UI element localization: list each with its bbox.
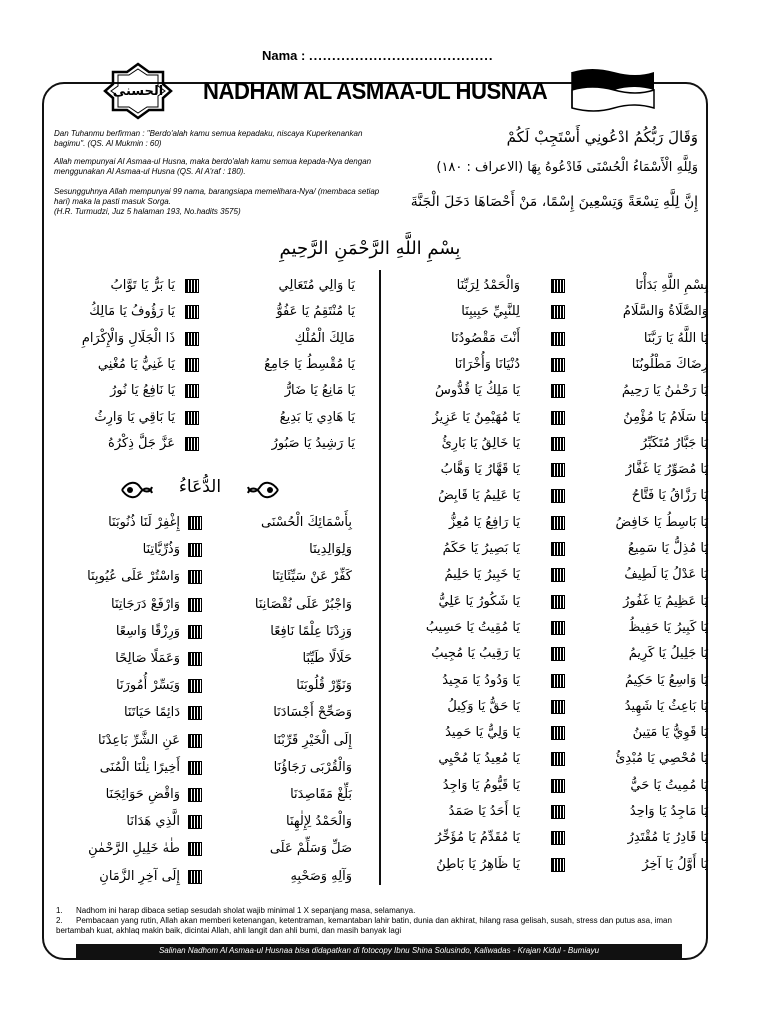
verse-left-half: إِلَى آخِرِ الزَّمَانِ bbox=[99, 868, 180, 884]
intro-arabic-1: وَقَالَ رَبُّكُمُ ادْعُونِي أَسْتَجِبْ لَكُمْ bbox=[506, 128, 698, 146]
verse-left-half: وَرِزْقًا وَاسِعًا bbox=[115, 623, 180, 639]
separator-mark-icon bbox=[551, 489, 565, 503]
notes bbox=[56, 906, 706, 936]
intro-hadith-ref: (H.R. Turmudzi, Juz 5 halaman 193, No.hadits 3575) bbox=[54, 207, 241, 216]
verse-right-half: يَا مُذِلُّ يَا سَمِيعُ bbox=[627, 541, 708, 556]
svg-text:الحسنى: الحسنى bbox=[112, 84, 164, 99]
verse-left-half: يَا نَافِعُ يَا نُورُ bbox=[110, 383, 175, 399]
separator-mark-icon bbox=[188, 516, 202, 530]
separator-mark-icon bbox=[188, 652, 202, 666]
verse-right-half: يَا وَاسِعُ يَا حَكِيمُ bbox=[624, 672, 708, 688]
verse-left-half: يَا خَبِيرُ يَا حَلِيمُ bbox=[444, 567, 520, 583]
intro-hadith bbox=[54, 187, 394, 217]
verse-right-half: وَنَوِّرْ قُلُوبَنَا bbox=[296, 678, 352, 694]
verse-right-half: وَاجْبُرْ عَلَى نُقْصَانِنَا bbox=[254, 596, 352, 612]
separator-mark-icon bbox=[185, 305, 199, 319]
verse-left-half: أَخِيرًا نِلْنَا الْمُنَى bbox=[99, 759, 180, 775]
verse-left-half: وَالْحَمْدُ لِرَبِّنَا bbox=[456, 278, 520, 293]
doa-heading: الدُّعَاءُ bbox=[178, 477, 222, 497]
verse-left-half: يَا أَحَدُ يَا صَمَدُ bbox=[448, 804, 520, 819]
verse-right-half: يَا هَادِي يَا بَدِيعُ bbox=[279, 409, 355, 425]
verse-right-half: صَلِّ وَسَلِّمْ عَلَى bbox=[269, 841, 352, 857]
verse-right-half: يَا قَوِيُّ يَا مَتِينُ bbox=[632, 725, 708, 741]
logo-emblem bbox=[103, 62, 173, 120]
verse-right-half: وَزِدْنَا عِلْمًا نَافِعًا bbox=[270, 623, 352, 639]
verse-left-half: عَنِ الشَّرِّ بَاعِدْنَا bbox=[98, 732, 180, 748]
doa-verse-row bbox=[0, 866, 768, 890]
separator-mark-icon bbox=[188, 734, 202, 748]
verse-right-half: يَا مُصَوِّرُ يَا غَفَّارُ bbox=[625, 462, 708, 478]
verse-right-half: يَا كَبِيرُ يَا حَفِيظُ bbox=[628, 619, 708, 635]
verse-left-half: وَاسْتُرْ عَلَى عُيُوبِنَا bbox=[87, 569, 180, 585]
verse-right-half: وَالصَّلَاةُ وَالسَّلَامُ bbox=[622, 304, 708, 320]
verse-right-half: يَا مُمِيتُ يَا حَيُّ bbox=[630, 777, 708, 793]
verse-left-half: يَا بَصِيرُ يَا حَكَمُ bbox=[442, 541, 520, 556]
name-dots: ........................................ bbox=[308, 48, 494, 63]
verse-left-half: وَيَسِّرْ أُمُورَنَا bbox=[116, 678, 180, 694]
intro-verse-2: Allah mempunyai Al Asmaa-ul Husna, maka berdo'alah kamu semua kepada-Nya dengan menggunakan Al Asmaa-ul Husna (QS. Al A'raf : 180). bbox=[54, 157, 372, 176]
verse-right-half: وَالْقُرْبَى رَجَاؤُنَا bbox=[273, 759, 352, 775]
note-2: 2. Pembacaan yang rutin, Allah akan memberi ketenangan, ketentraman, kemantaban lahir batin, dunia dan akhirat, hilang rasa gelisah, susah, stress dan putus asa, iman bertambah kuat, akhlaq makin baik, dicintai Allah, ahli langit dan ahli bumi, dan masih banyak lagi bbox=[56, 916, 672, 935]
name-label: Nama : bbox=[262, 48, 306, 63]
verse-right-half: بَلِّغْ مَقَاصِدَنَا bbox=[290, 787, 352, 802]
verse-right-half: وَصَحِّحْ أَجْسَادَنَا bbox=[273, 705, 352, 721]
verse-left-half: إِغْفِرْ لَنَا ذُنُوبَنَا bbox=[108, 515, 180, 530]
verse-left-half: يَا مُعِيدُ يَا مُحْيِي bbox=[438, 751, 520, 767]
verse-left-half: يَا وَدُودُ يَا مَجِيدُ bbox=[442, 672, 520, 688]
verse-left-half: يَا مُقِيتُ يَا حَسِيبُ bbox=[425, 619, 520, 635]
left-verse-row bbox=[0, 301, 768, 325]
doa-verse-row bbox=[0, 675, 768, 699]
separator-mark-icon bbox=[188, 870, 202, 884]
verse-right-half: يَا رَزَّاقُ يَا فَتَّاحُ bbox=[631, 488, 708, 504]
separator-mark-icon bbox=[188, 543, 202, 557]
intro-arabic-3: إِنَّ لِلَّهِ تِسْعَةً وَتِسْعِينَ إِسْمًا، مَنْ أَحْصَاهَا دَخَلَ الْجَنَّةَ bbox=[410, 194, 698, 210]
verse-left-half: وَاقْضِ حَوَائِجَنَا bbox=[105, 787, 180, 802]
note-1: 1. Nadhom ini harap dibaca setiap sesudah sholat wajib minimal 1 X sepanjang masa, selamanya. bbox=[56, 906, 416, 915]
verse-right-half: بِأَسْمَائِكَ الْحُسْنَى bbox=[261, 515, 352, 530]
verse-left-half: يَا شَكُورُ يَا عَلِيُّ bbox=[438, 593, 520, 609]
verse-right-half: يَا جَلِيلُ يَا كَرِيمُ bbox=[628, 646, 708, 662]
verse-right-half: يَا عَدْلُ يَا لَطِيفُ bbox=[624, 567, 708, 583]
left-verse-row bbox=[0, 275, 768, 299]
name-field bbox=[262, 48, 493, 63]
doa-verse-row bbox=[0, 784, 768, 808]
verse-right-half: يَا سَلَامُ يَا مُؤْمِنُ bbox=[623, 409, 708, 425]
verse-left-half: يَا مُقَدِّمُ يَا مُؤَخِّرُ bbox=[435, 830, 520, 846]
verse-right-half: يَا مَانِعُ يَا ضَارُّ bbox=[284, 383, 355, 399]
verse-left-half: يَا قَيُّومُ يَا وَاجِدُ bbox=[442, 777, 520, 793]
page-title: NADHAM AL ASMAA-UL HUSNAA bbox=[203, 78, 548, 105]
verse-right-half: يَا مُحْصِي يَا مُبْدِئُ bbox=[615, 751, 708, 767]
verse-left-half: يَا مُهَيْمِنُ يَا عَزِيزُ bbox=[432, 409, 520, 425]
doa-verse-row bbox=[0, 648, 768, 672]
left-verse-row bbox=[0, 380, 768, 404]
doa-verse-row bbox=[0, 539, 768, 563]
intro-arabic-2: وَلِلَّهِ الْأَسْمَاءُ الْحُسْنَى فَادْعُوهُ بِهَا (الاعراف : ١٨٠) bbox=[436, 160, 698, 175]
left-verse-row bbox=[0, 407, 768, 431]
verse-right-half: يَا اللَّهُ يَا رَبَّنَا bbox=[643, 330, 708, 346]
separator-mark-icon bbox=[188, 570, 202, 584]
left-verse-row bbox=[0, 328, 768, 352]
verse-left-half: دَائِمًا حَيَاتَنَا bbox=[123, 705, 180, 721]
doa-verse-row bbox=[0, 512, 768, 536]
verse-right-half: حَلَالًا طَيِّبًا bbox=[302, 651, 352, 666]
verse-right-half: يَا بَاسِطُ يَا خَافِضُ bbox=[615, 514, 708, 530]
verse-right-half: يَا جَبَّارُ مُتَكَبِّرُ bbox=[640, 435, 708, 451]
left-verse-row bbox=[0, 354, 768, 378]
verse-left-half: وَذُرِّيَّاتِنَا bbox=[142, 542, 180, 558]
bismillah: بِسْمِ اللَّهِ الرَّحْمَنِ الرَّحِيمِ bbox=[279, 238, 461, 259]
doa-verse-row bbox=[0, 730, 768, 754]
separator-mark-icon bbox=[188, 761, 202, 775]
verse-right-half: يَا أَوَّلُ يَا آخِرُ bbox=[642, 856, 708, 872]
verse-right-half: رِضَاكَ مَطْلُوبُنَا bbox=[631, 356, 708, 372]
verse-left-half: يَا بَرُّ يَا تَوَّابُ bbox=[110, 278, 175, 293]
verse-left-half: وَارْفَعْ دَرَجَاتِنَا bbox=[111, 596, 180, 612]
verse-left-half: دُنْيَانَا وَأُخْرَانَا bbox=[454, 356, 520, 372]
verse-right-half: يَا وَالِي مُتَعَالِي bbox=[278, 278, 355, 293]
separator-mark-icon bbox=[188, 706, 202, 720]
verse-left-half: يَا رَقِيبُ يَا مُجِيبُ bbox=[431, 646, 520, 662]
verse-left-half: وَعَمَلًا صَالِحًا bbox=[115, 651, 180, 666]
separator-mark-icon bbox=[185, 279, 199, 293]
verse-right-half: بِسْمِ اللَّهِ بَدَأْنَا bbox=[635, 278, 708, 293]
verse-left-half: الَّذِي هَدَانَا bbox=[126, 814, 180, 830]
verse-left-half: يَا حَقُّ يَا وَكِيلُ bbox=[447, 698, 520, 714]
doa-verse-row bbox=[0, 838, 768, 862]
verse-right-half: يَا مُقْسِطُ يَا جَامِعُ bbox=[264, 356, 355, 372]
verse-left-half: يَا خَالِقُ يَا بَارِئُ bbox=[441, 435, 520, 451]
doa-verse-row bbox=[0, 621, 768, 645]
doa-verse-row bbox=[0, 811, 768, 835]
verse-left-half: يَا رَؤُوفُ يَا مَالِكُ bbox=[89, 304, 175, 320]
separator-mark-icon bbox=[185, 358, 199, 372]
ornament-left-icon bbox=[120, 479, 154, 501]
verse-left-half: يَا غَنِيُّ يَا مُغْنِي bbox=[97, 356, 175, 372]
doa-heading-block bbox=[120, 477, 280, 505]
verse-right-half: مَالِكَ الْمُلْكِ bbox=[294, 330, 355, 346]
footer-banner: Salinan Nadhom Al Asmaa-ul Husnaa bisa didapatkan di fotocopy Ibnu Shina Solusindo, Kaliwadas - Krajan Kidul - Bumiayu bbox=[76, 944, 682, 958]
verse-left-half: يَا قَهَّارُ يَا وَهَّابُ bbox=[440, 462, 520, 478]
verse-left-half: ذَا الْجَلَالِ وَالْإِكْرَامِ bbox=[81, 330, 175, 346]
verse-right-half: كَفِّرْ عَنْ سَيِّئَاتِنَا bbox=[271, 569, 352, 585]
intro-verse-1: Dan Tuhanmu berfirman : "Berdo'alah kamu semua kepadaku, niscaya Kuperkenankan bagimu". (QS. Al Mukmin : 60) bbox=[54, 129, 363, 148]
separator-mark-icon bbox=[188, 815, 202, 829]
verse-left-half: لِلنَّبِيِّ حَبِيبِنَا bbox=[461, 304, 520, 320]
separator-mark-icon bbox=[188, 679, 202, 693]
separator-mark-icon bbox=[551, 463, 565, 477]
separator-mark-icon bbox=[185, 437, 199, 451]
verse-right-half: يَا رَحْمٰنُ يَا رَحِيمُ bbox=[621, 383, 708, 399]
doa-verse-row bbox=[0, 702, 768, 726]
verse-left-half: طٰهٰ خَلِيلِ الرَّحْمٰنِ bbox=[88, 841, 180, 857]
separator-mark-icon bbox=[185, 411, 199, 425]
separator-mark-icon bbox=[188, 598, 202, 612]
verse-right-half: وَآلِهِ وَصَحْبِهِ bbox=[290, 868, 352, 884]
verse-right-half: وَلِوَالِدِينَا bbox=[309, 542, 352, 558]
separator-mark-icon bbox=[188, 842, 202, 856]
separator-mark-icon bbox=[185, 384, 199, 398]
verse-left-half: يَا بَاقِي يَا وَارِثُ bbox=[94, 409, 175, 425]
indonesia-flag-icon bbox=[570, 66, 656, 112]
verse-left-half: أَنْتَ مَقْصُودُنَا bbox=[450, 330, 520, 346]
verse-right-half: يَا بَاعِثُ يَا شَهِيدُ bbox=[624, 698, 708, 714]
verse-left-half: يَا مَلِكُ يَا قُدُّوسُ bbox=[435, 383, 520, 399]
separator-mark-icon bbox=[188, 625, 202, 639]
doa-verse-row bbox=[0, 757, 768, 781]
right-verse-row bbox=[0, 485, 768, 509]
verse-right-half: يَا مُنْتَقِمُ يَا عَفُوُّ bbox=[276, 304, 355, 320]
left-verse-row bbox=[0, 433, 768, 457]
ornament-right-icon bbox=[246, 479, 280, 501]
right-verse-row bbox=[0, 459, 768, 483]
separator-mark-icon bbox=[185, 332, 199, 346]
separator-mark-icon bbox=[188, 788, 202, 802]
verse-right-half: يَا رَشِيدُ يَا صَبُورُ bbox=[271, 435, 355, 451]
verse-right-half: إِلَى الْخَيْرِ قَرِّبْنَا bbox=[273, 732, 352, 748]
doa-verse-row bbox=[0, 594, 768, 618]
verse-right-half: يَا عَظِيمُ يَا غَفُورُ bbox=[623, 593, 708, 609]
verse-left-half: يَا عَلِيمُ يَا قَابِضُ bbox=[438, 488, 520, 504]
verse-left-half: عَزَّ جَلَّ ذِكْرُهُ bbox=[107, 435, 175, 451]
verse-right-half: يَا قَادِرُ يَا مُقْتَدِرُ bbox=[627, 830, 708, 846]
verse-left-half: يَا ظَاهِرُ يَا بَاطِنُ bbox=[436, 856, 520, 872]
verse-right-half: يَا مَاجِدُ يَا وَاحِدُ bbox=[629, 804, 708, 819]
verse-left-half: يَا وَلِيُّ يَا حَمِيدُ bbox=[445, 725, 520, 741]
verse-left-half: يَا رَافِعُ يَا مُعِزُّ bbox=[449, 514, 520, 530]
intro-hadith-text: Sesungguhnya Allah mempunyai 99 nama, barangsiapa memelihara-Nya/ (membaca setiap hari) maka la pasti masuk Sorga. bbox=[54, 187, 380, 206]
verse-right-half: وَالْحَمْدُ لِإِلٰهِنَا bbox=[286, 814, 352, 830]
doa-verse-row bbox=[0, 566, 768, 590]
